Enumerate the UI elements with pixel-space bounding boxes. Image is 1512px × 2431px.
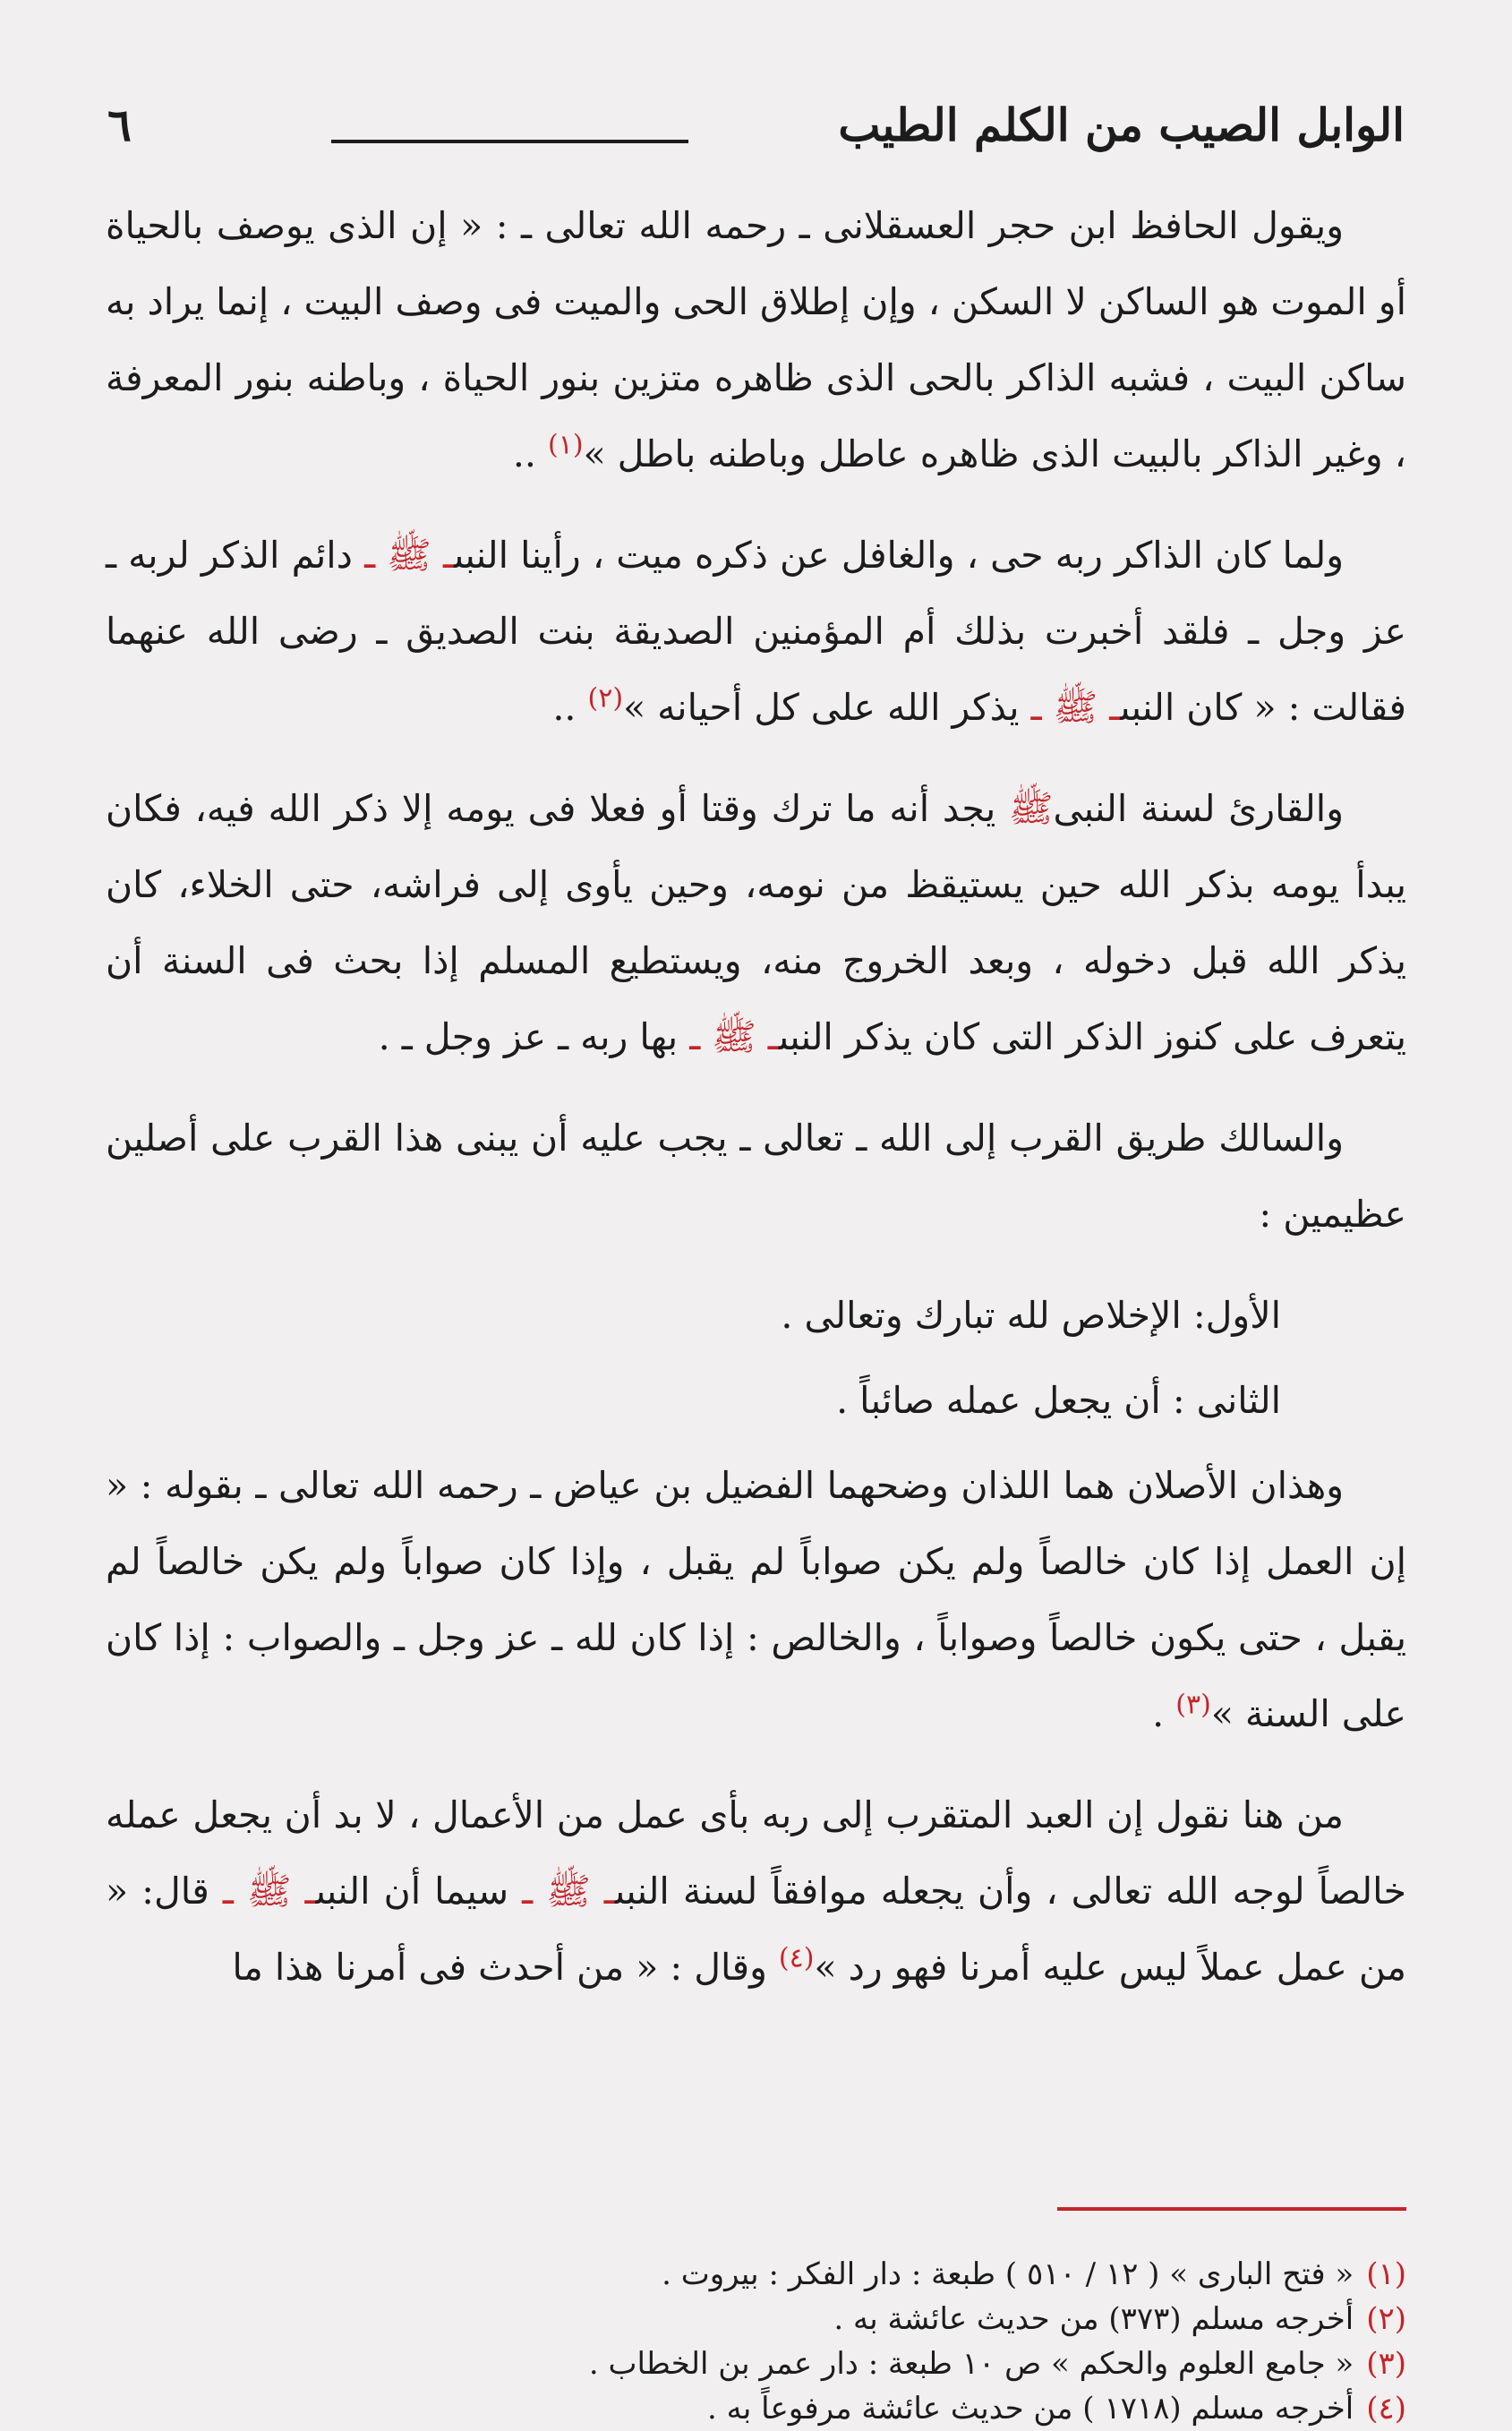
paragraph: والسالك طريق القرب إلى الله ـ تعالى ـ يجب عليه أن يبنى هذا القرب على أصلين عظيمين : (106, 1117, 1406, 1236)
salutation-mark: ـ ﷺ ـ (522, 1870, 615, 1913)
footnotes (106, 2252, 1406, 2431)
main-text (106, 188, 1406, 2031)
paragraph: من هنا نقول إن العبد المتقرب إلى ربه بأى عمل من الأعمال ، لا بد أن يجعل عمله خالصاً لوجه الله تعالى ، وأن يجعله موافقاً لسنة النبىـ ﷺ ـ سيما أن النبىـ ﷺ ـ قال: « من عمل عملاً ليس عليه أمرنا فهو رد »$^{(٤)}$ وقال : « من أحدث فى أمرنا هذا ما (106, 1793, 1407, 1989)
salutation-mark: ـ ﷺ ـ (222, 1870, 316, 1913)
salutation-mark: ﷺ (1008, 787, 1054, 830)
page-number: ٦ (107, 98, 132, 151)
footnote: (٢)أخرجه مسلم (٣٧٣) من حديث عائشة به . (833, 2301, 1406, 2337)
paragraph: ولما كان الذاكر ربه حى ، والغافل عن ذكره ميت ، رأينا النبىـ ﷺ ـ دائم الذكر لربه ـ عز وجل ـ فلقد أخبرت بذلك أم المؤمنين الصديقة بنت الصديق ـ رضى الله عنهما فقالت : « كان النبىـ ﷺ ـ يذكر الله على كل أحيانه »$^{(٢)}$ .. (106, 534, 1406, 729)
footnote-separator (1057, 2207, 1406, 2211)
salutation-mark: ـ ﷺ ـ (1030, 686, 1121, 729)
paragraph: والقارئ لسنة النبىﷺ يجد أنه ما ترك وقتا أو فعلا فى يومه إلا ذكر الله فيه، فكان يبدأ يومه بذكر الله حين يستيقظ من نومه، وحين يأوى إلى فراشه، حتى الخلاء، كان يذكر الله قبل دخوله ، وبعد الخروج منه، ويستطيع المسلم إذا بحث فى السنة أن يتعرف على كنوز الذكر التى كان يذكر النبىـ ﷺ ـ بها ربه ـ عز وجل ـ . (106, 787, 1406, 1058)
salutation-mark: ـ ﷺ ـ (364, 534, 455, 577)
paragraph: ويقول الحافظ ابن حجر العسقلانى ـ رحمه الله تعالى ـ : « إن الذى يوصف بالحياة أو الموت هو الساكن لا السكن ، وإن إطلاق الحى والميت فى وصف البيت ، إنما يراد به ساكن البيت ، فشبه الذاكر بالحى الذى ظاهره متزين بنور الحياة ، وباطنه بنور المعرفة ، وغير الذاكر بالبيت الذى ظاهره عاطل وباطنه باطل »$^{(١)}$ .. (106, 204, 1406, 475)
principle-one: الأول: الإخلاص لله تبارك وتعالى . (781, 1294, 1281, 1337)
footnote: (٤)أخرجه مسلم (١٧١٨ ) من حديث عائشة مرفوعاً به . (707, 2391, 1406, 2427)
footnote: (٣)« جامع العلوم والحكم » ص ١٠ طبعة : دار عمر بن الخطاب . (588, 2346, 1406, 2382)
salutation-mark: ـ ﷺ ـ (689, 1015, 779, 1058)
book-title: الوابل الصيب من الكلم الطيب (838, 98, 1405, 151)
footnote: (١)« فتح البارى » ( ١٢ / ٥١٠ ) طبعة : دار الفكر : بيروت . (662, 2256, 1406, 2292)
footnote-ref: (١) (548, 429, 584, 461)
paragraph: وهذان الأصلان هما اللذان وضحهما الفضيل بن عياض ـ رحمه الله تعالى ـ بقوله : « إن العمل إذا كان خالصاً ولم يكن صواباً لم يقبل ، وإذا كان صواباً ولم يكن خالصاً لم يقبل ، حتى يكون خالصاً وصواباً ، والخالص : إذا كان لله ـ عز وجل ـ والصواب : إذا كان على السنة »$^{(٣)}$ . (106, 1464, 1406, 1735)
principle-two: الثانى : أن يجعل عمله صائباً . (836, 1379, 1281, 1422)
header-rule (331, 140, 688, 143)
running-header (107, 98, 1405, 170)
footnote-ref: (٣) (1175, 1689, 1211, 1721)
footnote-ref: (٢) (587, 682, 624, 715)
footnote-ref: (٤) (778, 1942, 815, 1974)
